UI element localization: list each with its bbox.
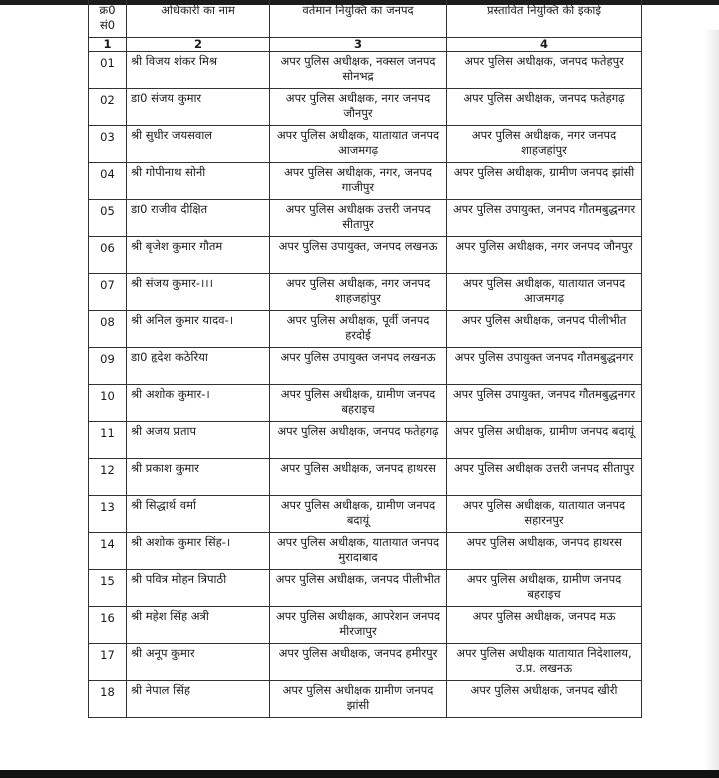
proposed-posting-cell: अपर पुलिस अधीक्षक उत्तरी जनपद सीतापुर (447, 459, 642, 496)
officer-name-cell: श्री संजय कुमार-।।। (127, 274, 270, 311)
serial-number-cell: 03 (89, 126, 127, 163)
serial-number-cell: 04 (89, 163, 127, 200)
column-number-row (89, 38, 642, 52)
current-posting-cell: अपर पुलिस उपायुक्त जनपद लखनऊ (270, 348, 447, 385)
proposed-posting-cell: अपर पुलिस उपायुक्त, जनपद गौतमबुद्धनगर (447, 385, 642, 422)
table-row (89, 237, 642, 274)
officer-name-cell: श्री नेपाल सिंह (127, 681, 270, 718)
table-row (89, 89, 642, 126)
serial-number-cell: 02 (89, 89, 127, 126)
column-number: 4 (447, 38, 642, 52)
table-row (89, 570, 642, 607)
officer-name-cell: श्री महेश सिंह अत्री (127, 607, 270, 644)
current-posting-cell: अपर पुलिस अधीक्षक, नगर जनपद शाहजहांपुर (270, 274, 447, 311)
table-row (89, 274, 642, 311)
current-posting-cell: अपर पुलिस अधीक्षक उत्तरी जनपद सीतापुर (270, 200, 447, 237)
serial-number-cell: 06 (89, 237, 127, 274)
officer-name-cell: श्री अजय प्रताप (127, 422, 270, 459)
column-number: 3 (270, 38, 447, 52)
serial-number-cell: 18 (89, 681, 127, 718)
proposed-posting-cell: अपर पुलिस अधीक्षक, जनपद फतेहगढ़ (447, 89, 642, 126)
proposed-posting-cell: अपर पुलिस अधीक्षक, ग्रामीण जनपद बदायूं (447, 422, 642, 459)
table-header-row (89, 0, 642, 38)
proposed-posting-cell: अपर पुलिस अधीक्षक, जनपद पीलीभीत (447, 311, 642, 348)
current-posting-cell: अपर पुलिस अधीक्षक ग्रामीण जनपद झांसी (270, 681, 447, 718)
proposed-posting-cell: अपर पुलिस अधीक्षक, जनपद खीरी (447, 681, 642, 718)
proposed-posting-cell: अपर पुलिस अधीक्षक, यातायात जनपद सहारनपुर (447, 496, 642, 533)
current-posting-cell: अपर पुलिस अधीक्षक, आपरेशन जनपद मीरजापुर (270, 607, 447, 644)
officer-name-cell: श्री सिद्धार्थ वर्मा (127, 496, 270, 533)
current-posting-cell: अपर पुलिस अधीक्षक, ग्रामीण जनपद बदायूं (270, 496, 447, 533)
serial-number-cell: 09 (89, 348, 127, 385)
serial-number-cell: 12 (89, 459, 127, 496)
table-row (89, 163, 642, 200)
current-posting-cell: अपर पुलिस अधीक्षक, यातायात जनपद मुरादाबाद (270, 533, 447, 570)
current-posting-cell: अपर पुलिस अधीक्षक, नगर, जनपद गाजीपुर (270, 163, 447, 200)
serial-number-cell: 07 (89, 274, 127, 311)
table-row (89, 644, 642, 681)
table-row (89, 52, 642, 89)
page-edge-shadow (704, 30, 719, 770)
table-row (89, 533, 642, 570)
officer-name-cell: श्री सुधीर जयसवाल (127, 126, 270, 163)
officer-name-cell: श्री प्रकाश कुमार (127, 459, 270, 496)
officer-name-cell: श्री गोपीनाथ सोनी (127, 163, 270, 200)
proposed-posting-cell: अपर पुलिस अधीक्षक, नगर जनपद जौनपुर (447, 237, 642, 274)
current-posting-cell: अपर पुलिस अधीक्षक, नगर जनपद जौनपुर (270, 89, 447, 126)
current-posting-cell: अपर पुलिस उपायुक्त, जनपद लखनऊ (270, 237, 447, 274)
proposed-posting-cell: अपर पुलिस अधीक्षक यातायात निदेशालय, उ.प्र. लखनऊ (447, 644, 642, 681)
header-serial-number: क्र0 सं0 (89, 0, 127, 38)
current-posting-cell: अपर पुलिस अधीक्षक, जनपद फतेहगढ़ (270, 422, 447, 459)
proposed-posting-cell: अपर पुलिस उपायुक्त जनपद गौतमबुद्धनगर (447, 348, 642, 385)
officer-name-cell: डा0 हृदेश कठेरिया (127, 348, 270, 385)
serial-number-cell: 11 (89, 422, 127, 459)
current-posting-cell: अपर पुलिस अधीक्षक, जनपद हमीरपुर (270, 644, 447, 681)
table-row (89, 422, 642, 459)
officer-name-cell: श्री अनिल कुमार यादव-। (127, 311, 270, 348)
table-row (89, 681, 642, 718)
table-row (89, 607, 642, 644)
current-posting-cell: अपर पुलिस अधीक्षक, जनपद पीलीभीत (270, 570, 447, 607)
officer-name-cell: श्री अशोक कुमार-। (127, 385, 270, 422)
serial-number-cell: 05 (89, 200, 127, 237)
table-row (89, 200, 642, 237)
proposed-posting-cell: अपर पुलिस उपायुक्त, जनपद गौतमबुद्धनगर (447, 200, 642, 237)
serial-number-cell: 17 (89, 644, 127, 681)
current-posting-cell: अपर पुलिस अधीक्षक, पूर्वी जनपद हरदोई (270, 311, 447, 348)
column-number: 2 (127, 38, 270, 52)
bottom-edge (0, 770, 719, 778)
serial-number-cell: 13 (89, 496, 127, 533)
proposed-posting-cell: अपर पुलिस अधीक्षक, ग्रामीण जनपद बहराइच (447, 570, 642, 607)
serial-number-cell: 01 (89, 52, 127, 89)
transfer-table (88, 0, 642, 718)
proposed-posting-cell: अपर पुलिस अधीक्षक, ग्रामीण जनपद झांसी (447, 163, 642, 200)
officer-name-cell: श्री पवित्र मोहन त्रिपाठी (127, 570, 270, 607)
proposed-posting-cell: अपर पुलिस अधीक्षक, यातायात जनपद आजमगढ़ (447, 274, 642, 311)
serial-number-cell: 14 (89, 533, 127, 570)
current-posting-cell: अपर पुलिस अधीक्षक, यातायात जनपद आजमगढ़ (270, 126, 447, 163)
serial-number-cell: 10 (89, 385, 127, 422)
officer-name-cell: डा0 राजीव दीक्षित (127, 200, 270, 237)
table-row (89, 126, 642, 163)
table-row (89, 348, 642, 385)
proposed-posting-cell: अपर पुलिस अधीक्षक, जनपद मऊ (447, 607, 642, 644)
officer-name-cell: श्री विजय शंकर मिश्र (127, 52, 270, 89)
officer-name-cell: श्री बृजेश कुमार गौतम (127, 237, 270, 274)
current-posting-cell: अपर पुलिस अधीक्षक, नक्सल जनपद सोनभद्र (270, 52, 447, 89)
officer-name-cell: श्री अशोक कुमार सिंह-। (127, 533, 270, 570)
serial-number-cell: 08 (89, 311, 127, 348)
column-number: 1 (89, 38, 127, 52)
current-posting-cell: अपर पुलिस अधीक्षक, जनपद हाथरस (270, 459, 447, 496)
header-proposed-posting: प्रस्तावित नियुक्ति की इकाई (447, 0, 642, 38)
table-row (89, 459, 642, 496)
header-current-posting: वर्तमान नियुक्ति का जनपद (270, 0, 447, 38)
officer-name-cell: डा0 संजय कुमार (127, 89, 270, 126)
current-posting-cell: अपर पुलिस अधीक्षक, ग्रामीण जनपद बहराइच (270, 385, 447, 422)
officer-name-cell: श्री अनूप कुमार (127, 644, 270, 681)
serial-number-cell: 16 (89, 607, 127, 644)
proposed-posting-cell: अपर पुलिस अधीक्षक, जनपद फतेहपुर (447, 52, 642, 89)
table-row (89, 496, 642, 533)
header-officer-name: अधिकारी का नाम (127, 0, 270, 38)
proposed-posting-cell: अपर पुलिस अधीक्षक, जनपद हाथरस (447, 533, 642, 570)
table-row (89, 311, 642, 348)
table-row (89, 385, 642, 422)
serial-number-cell: 15 (89, 570, 127, 607)
proposed-posting-cell: अपर पुलिस अधीक्षक, नगर जनपद शाहजहांपुर (447, 126, 642, 163)
